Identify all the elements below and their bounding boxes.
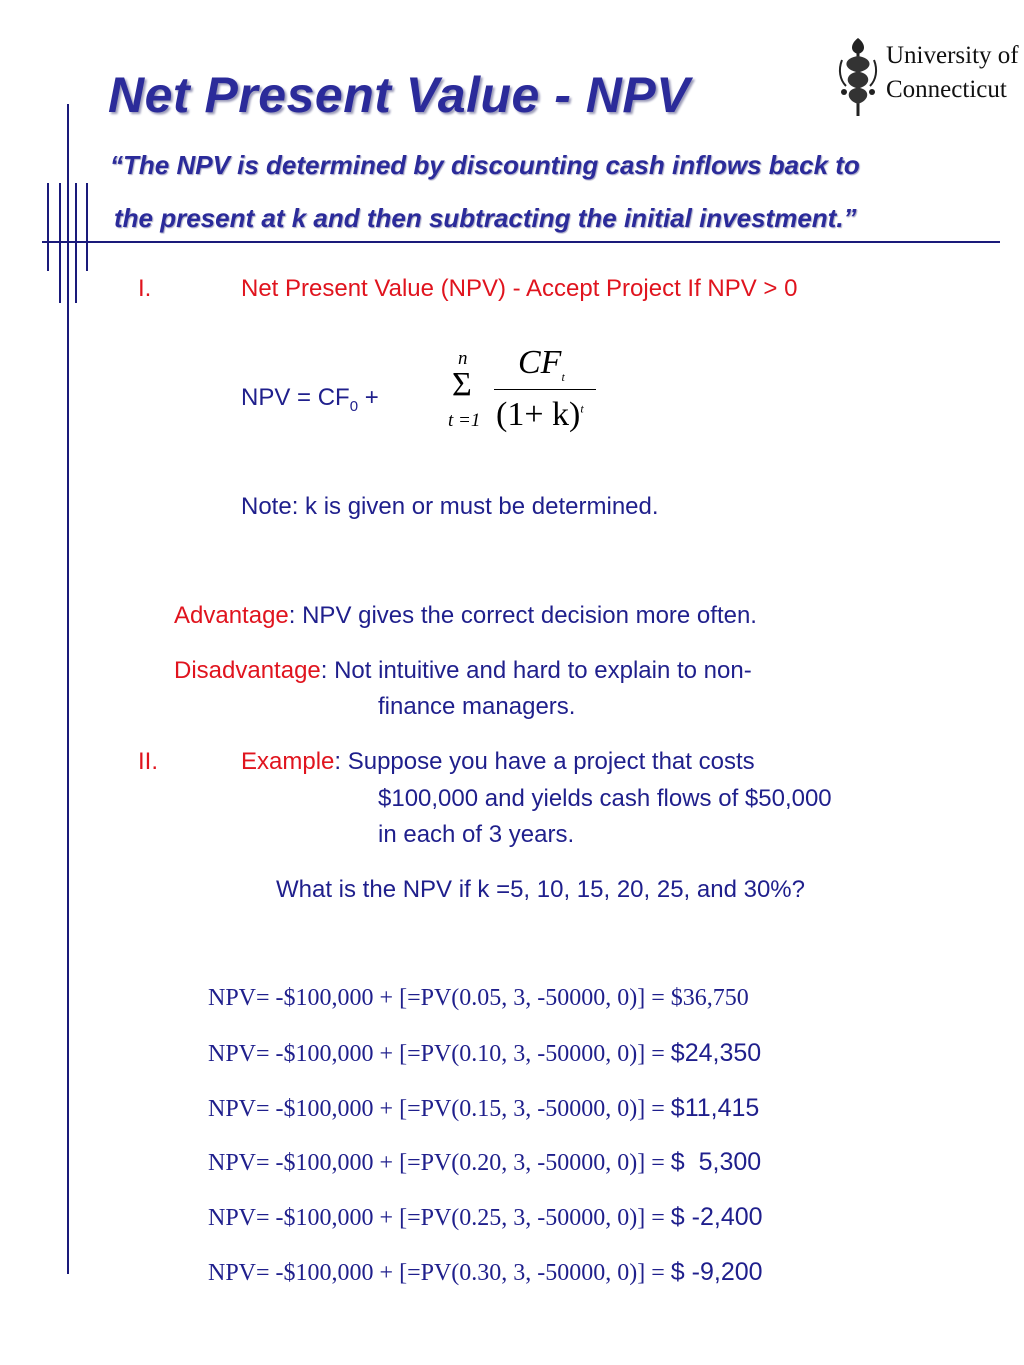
calc-result: $24,350 (670, 1039, 762, 1067)
numerator-subscript: t (561, 369, 565, 384)
example-line3: in each of 3 years. (378, 821, 575, 848)
calc-result: $ -9,200 (670, 1258, 763, 1286)
calc-row (208, 1203, 763, 1232)
calc-result: $ -2,400 (670, 1203, 763, 1231)
sum-symbol: Σ (452, 366, 472, 403)
calc-row (208, 1094, 759, 1123)
logo-line2: Connecticut (886, 76, 1007, 103)
fraction-denominator (496, 396, 584, 434)
logo-line1: University of (886, 42, 1019, 69)
decor-vline (47, 183, 49, 271)
disadvantage-text-continued: finance managers. (378, 693, 576, 720)
denominator-exponent: t (580, 401, 584, 416)
npv-formula-prefix (241, 384, 379, 415)
calc-formula: NPV= -$100,000 + [=PV(0.30, 3, -50000, 0)] = (208, 1260, 671, 1286)
slide-title: Net Present Value - NPV (108, 67, 691, 123)
section1-heading: Net Present Value (NPV) - Accept Project If NPV > 0 (241, 275, 798, 302)
calc-result: $ 5,300 (670, 1148, 762, 1176)
note-text: Note: k is given or must be determined. (241, 493, 659, 520)
formula-subscript: 0 (349, 397, 359, 415)
disadvantage-line (174, 657, 752, 685)
calc-result: $36,750 (670, 985, 749, 1011)
decor-vline (86, 183, 88, 271)
calc-row (208, 1039, 761, 1068)
calc-formula: NPV= -$100,000 + [=PV(0.05, 3, -50000, 0)] = (208, 985, 671, 1011)
decor-vline (67, 104, 69, 1274)
calc-formula: NPV= -$100,000 + [=PV(0.10, 3, -50000, 0)] = (208, 1041, 671, 1067)
advantage-label: Advantage (174, 602, 289, 629)
example-line (241, 748, 755, 776)
calc-formula: NPV= -$100,000 + [=PV(0.20, 3, -50000, 0)] = (208, 1150, 671, 1176)
advantage-text: : NPV gives the correct decision more often. (288, 602, 757, 629)
example-label: Example (241, 748, 335, 775)
calc-row (208, 1258, 763, 1287)
numerator-text: CF (518, 344, 562, 381)
decor-vline (59, 183, 61, 303)
decor-vline (75, 183, 77, 303)
advantage-line (174, 602, 757, 630)
oak-leaf-seal-icon (836, 30, 880, 118)
calc-result: $11,415 (670, 1094, 760, 1122)
calc-formula: NPV= -$100,000 + [=PV(0.25, 3, -50000, 0)] = (208, 1205, 671, 1231)
formula-plus: + (358, 384, 379, 411)
calc-row (208, 985, 749, 1012)
quote-line1: “The NPV is determined by discounting cash inflows back to (110, 150, 860, 180)
denominator-text: (1+ k) (496, 396, 581, 433)
quote-line2: the present at k and then subtracting the initial investment.” (114, 203, 857, 233)
section1-numeral: I. (138, 275, 152, 302)
sum-lower-limit: t =1 (448, 410, 481, 431)
decor-hline (42, 241, 1000, 243)
university-logo (832, 28, 1019, 120)
calc-formula: NPV= -$100,000 + [=PV(0.15, 3, -50000, 0)] = (208, 1096, 671, 1122)
example-text: : Suppose you have a project that costs (334, 748, 755, 775)
fraction-bar (494, 389, 596, 390)
question-text: What is the NPV if k =5, 10, 15, 20, 25, and 30%? (276, 876, 805, 903)
disadvantage-label: Disadvantage (174, 657, 321, 684)
disadvantage-text: : Not intuitive and hard to explain to non- (320, 657, 752, 684)
example-line2: $100,000 and yields cash flows of $50,000 (378, 785, 832, 812)
calc-row (208, 1148, 761, 1177)
sum-upper-limit: n (458, 348, 468, 369)
fraction-numerator (518, 344, 565, 385)
formula-prefix: NPV = CF (241, 384, 350, 411)
section2-numeral: II. (138, 748, 159, 775)
